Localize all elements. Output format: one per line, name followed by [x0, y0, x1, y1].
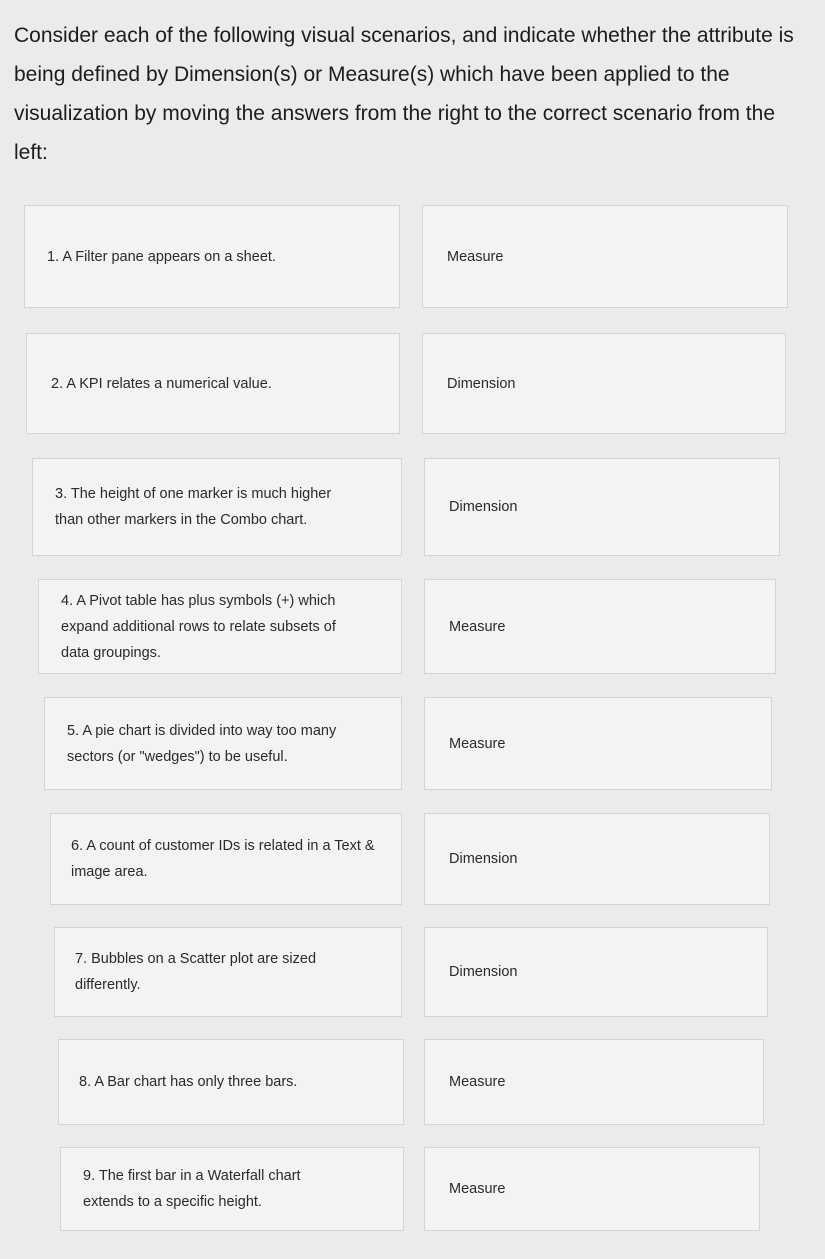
- answer-label: Measure: [449, 618, 506, 635]
- question-text: Consider each of the following visual scenarios, and indicate whether the attribute is being defined by Dimension(s) or Measure(s) which have been applied to the visualization by moving the answers from the right to the correct scenario from the left:: [14, 24, 794, 164]
- answer-tile[interactable]: [424, 813, 770, 905]
- scenario-text: 5. A pie chart is divided into way too many sectors (or "wedges") to be useful.: [67, 722, 337, 765]
- scenario-card: [60, 1147, 404, 1231]
- answer-label: Measure: [449, 1074, 506, 1090]
- answer-tile[interactable]: [424, 458, 780, 556]
- scenario-text: 9. The first bar in a Waterfall chart extends to a specific height.: [83, 1168, 301, 1210]
- answer-tile[interactable]: [424, 579, 776, 674]
- scenario-card: [24, 205, 400, 308]
- scenario-text: 3. The height of one marker is much higher than other markers in the Combo chart.: [55, 486, 332, 528]
- scenario-text: 7. Bubbles on a Scatter plot are sized differently.: [75, 951, 317, 993]
- answer-tile[interactable]: [422, 205, 788, 308]
- answer-label: Dimension: [449, 499, 518, 515]
- answer-tile[interactable]: [424, 927, 768, 1017]
- answer-label: Dimension: [449, 851, 518, 867]
- answer-tile[interactable]: [424, 1039, 764, 1125]
- answer-tile[interactable]: [422, 333, 786, 434]
- scenario-text: 8. A Bar chart has only three bars.: [79, 1074, 298, 1090]
- scenario-card: [58, 1039, 404, 1125]
- answer-tile[interactable]: [424, 697, 772, 790]
- answer-label: Measure: [449, 735, 506, 752]
- scenario-card: [44, 697, 402, 790]
- answer-label: Dimension: [449, 964, 518, 980]
- answer-label: Measure: [447, 248, 504, 265]
- scenario-card: [50, 813, 402, 905]
- scenario-card: [26, 333, 400, 434]
- scenario-text: 1. A Filter pane appears on a sheet.: [47, 248, 276, 265]
- answer-label: Dimension: [447, 375, 516, 392]
- scenario-card: [32, 458, 402, 556]
- answer-label: Measure: [449, 1181, 506, 1197]
- scenario-text: 2. A KPI relates a numerical value.: [51, 375, 272, 392]
- answer-tile[interactable]: [424, 1147, 760, 1231]
- scenario-card: [38, 579, 402, 674]
- scenario-card: [54, 927, 402, 1017]
- scenario-text: 6. A count of customer IDs is related in a Text & image area.: [71, 838, 375, 880]
- scenario-text: 4. A Pivot table has plus symbols (+) which expand additional rows to relate subsets of data groupings.: [61, 592, 336, 661]
